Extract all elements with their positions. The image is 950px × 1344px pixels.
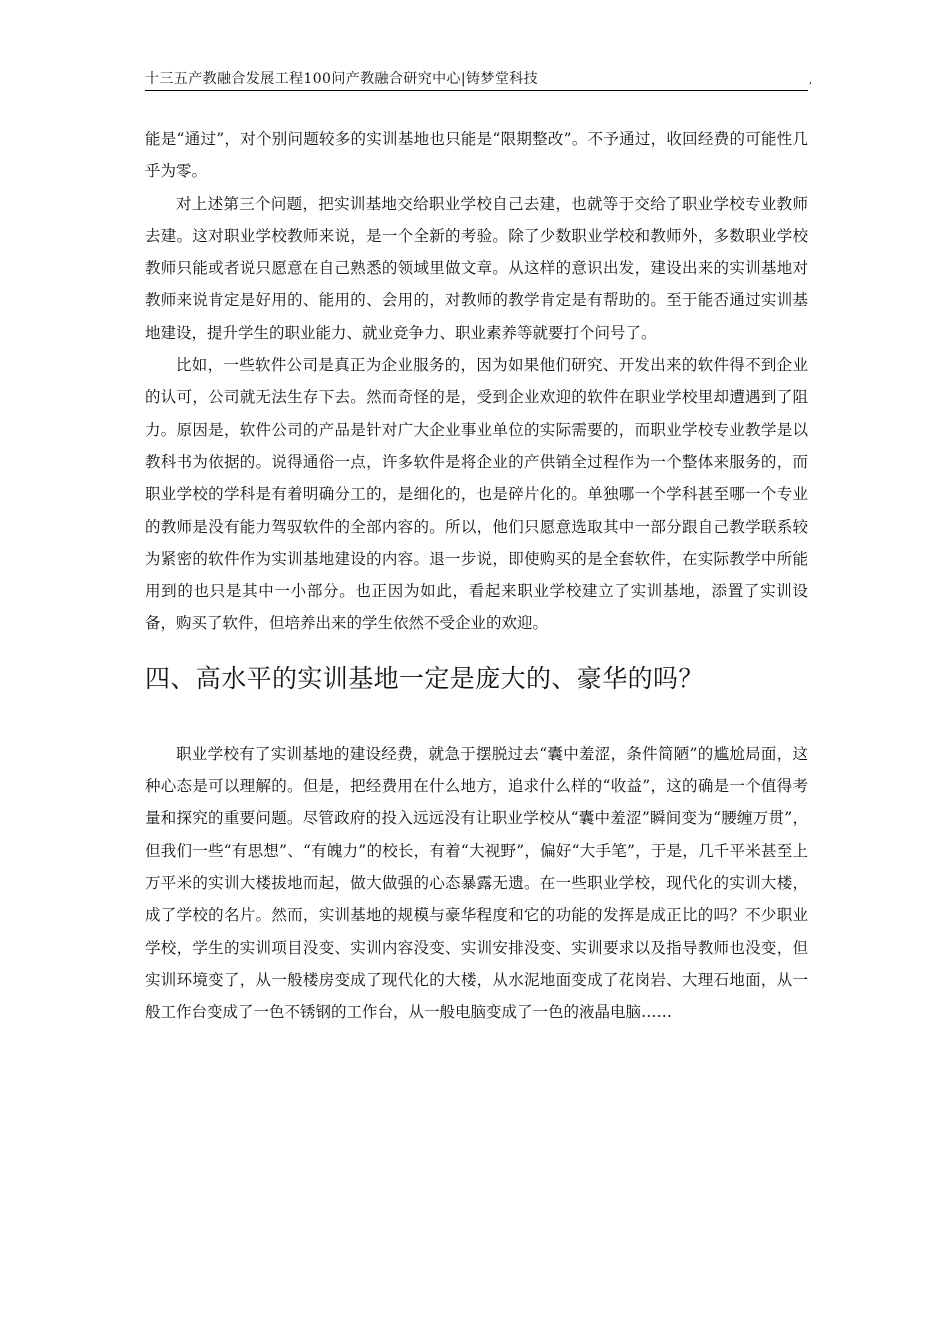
body-paragraph-4: 职业学校有了实训基地的建设经费，就急于摆脱过去“囊中羞涩，条件简陋”的尴尬局面，这种心态是可以理解的。但是，把经费用在什么地方，追求什么样的“收益”，这的确是一个值得考量和探究的重要问题。尽管政府的投入远远没有让职业学校从“囊中羞涩”瞬间变为“腰缠万贯”，但我们一些“有思想”、“有魄力”的校长，有着“大视野”，偏好“大手笔”，于是，几千平米甚至上万平米的实训大楼拔地而起，做大做强的心态暴露无遗。在一些职业学校，现代化的实训大楼，成了学校的名片。然而，实训基地的规模与豪华程度和它的功能的发挥是成正比的吗？不少职业学校，学生的实训项目没变、实训内容没变、实训安排没变、实训要求以及指导教师也没变，但实训环境变了，从一般楼房变成了现代化的大楼，从水泥地面变成了花岗岩、大理石地面，从一般工作台变成了一色不锈钢的工作台，从一般电脑变成了一色的液晶电脑…… [145, 744, 808, 1022]
page-header [145, 68, 812, 91]
document-body [145, 123, 808, 1028]
header-trailing-mark: , [808, 75, 812, 86]
body-paragraph-2: 对上述第三个问题，把实训基地交给职业学校自己去建，也就等于交给了职业学校专业教师去建。这对职业学校教师来说，是一个全新的考验。除了少数职业学校和教师外，多数职业学校教师只能或者说只愿意在自己熟悉的领域里做文章。从这样的意识出发，建设出来的实训基地对教师来说肯定是好用的、能用的、会用的，对教师的教学肯定是有帮助的。至于能否通过实训基地建设，提升学生的职业能力、就业竞争力、职业素养等就要打个问号了。 [145, 194, 808, 342]
body-paragraph-3: 比如，一些软件公司是真正为企业服务的，因为如果他们研究、开发出来的软件得不到企业的认可，公司就无法生存下去。然而奇怪的是，受到企业欢迎的软件在职业学校里却遭遇到了阻力。原因是，软件公司的产品是针对广大企业事业单位的实际需要的，而职业学校专业教学是以教科书为依据的。说得通俗一点，许多软件是将企业的产供销全过程作为一个整体来服务的，而职业学校的学科是有着明确分工的，是细化的，也是碎片化的。单独哪一个学科甚至哪一个专业的教师是没有能力驾驭软件的全部内容的。所以，他们只愿意选取其中一部分跟自己教学联系较为紧密的软件作为实训基地建设的内容。退一步说，即使购买的是全套软件，在实际教学中所能用到的也只是其中一小部分。也正因为如此，看起来职业学校建立了实训基地，添置了实训设备，购买了软件，但培养出来的学生依然不受企业的欢迎。 [145, 356, 808, 633]
body-paragraph-1: 能是“通过”，对个别问题较多的实训基地也只能是“限期整改”。不予通过，收回经费的可能性几乎为零。 [145, 130, 808, 181]
section-heading: 四、高水平的实训基地一定是庞大的、豪华的吗？ [145, 663, 704, 693]
header-title: 十三五产教融合发展工程100问产教融合研究中心|铸梦堂科技 [145, 71, 539, 87]
